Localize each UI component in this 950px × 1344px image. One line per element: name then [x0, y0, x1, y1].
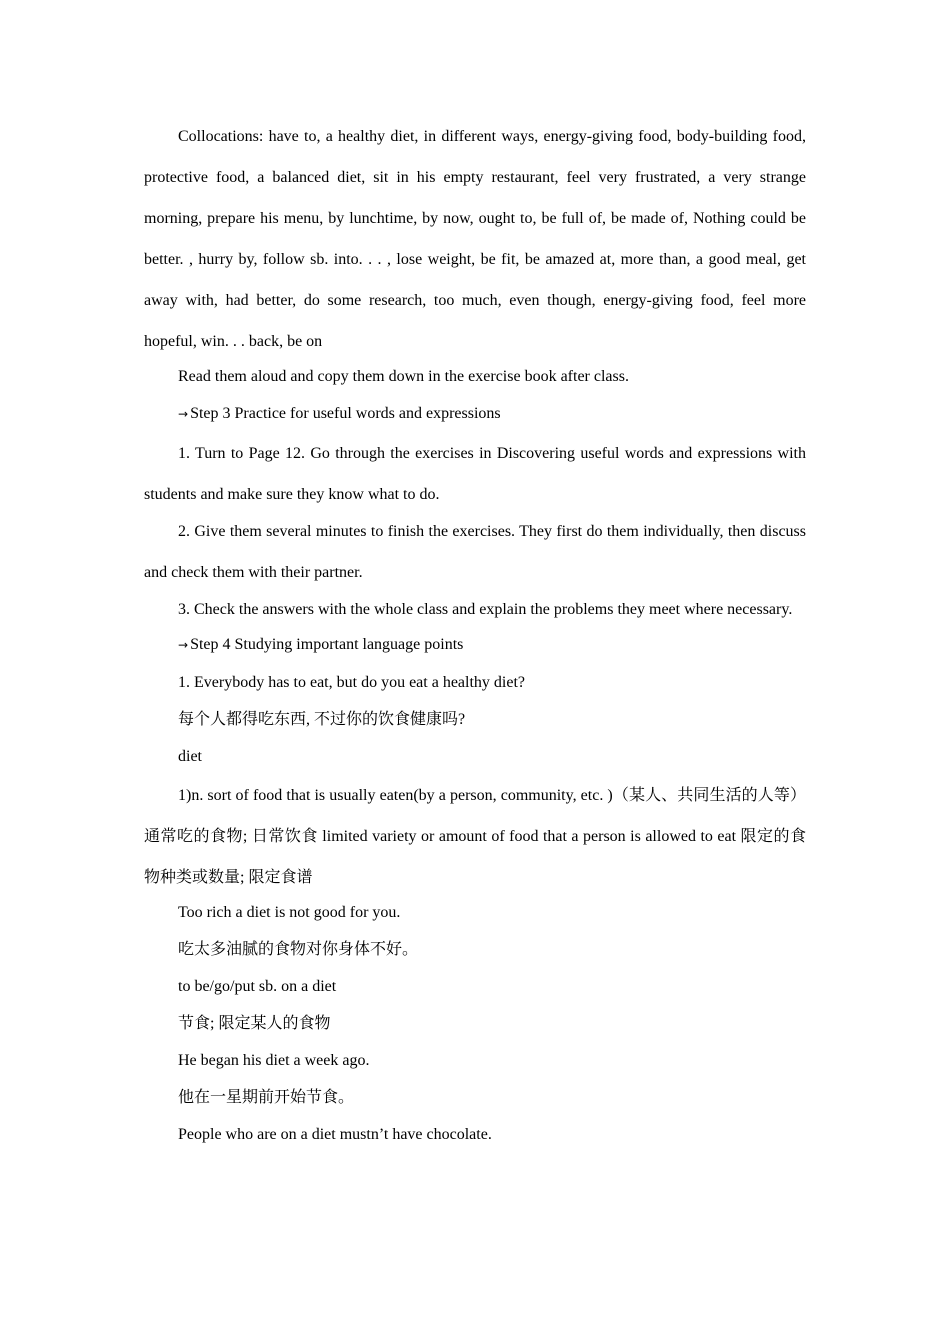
step3-item-2: 2. Give them several minutes to finish the exercises. They first do them individually, then discuss and check them with their partner.	[144, 523, 806, 581]
arrow-right-icon: →	[178, 638, 189, 652]
example-2: He began his diet a week ago.	[178, 1052, 370, 1069]
example-1-translation: 吃太多油腻的食物对你身体不好。	[178, 941, 419, 958]
arrow-right-icon: →	[178, 407, 189, 421]
step4-heading	[144, 626, 806, 664]
vocabulary-word: diet	[178, 748, 202, 765]
document-page	[144, 116, 806, 1153]
example-3: People who are on a diet mustn’t have chocolate.	[178, 1126, 492, 1143]
language-point-1: 1. Everybody has to eat, but do you eat a healthy diet?	[178, 674, 526, 691]
step3-item-1: 1. Turn to Page 12. Go through the exercises in Discovering useful words and expressions with students and make sure they know what to do.	[144, 445, 806, 503]
read-aloud-instruction: Read them aloud and copy them down in the exercise book after class.	[178, 368, 629, 385]
phrase-translation: 节食; 限定某人的食物	[178, 1015, 331, 1032]
step4-heading-text: Step 4 Studying important language points	[190, 636, 464, 653]
step3-heading-text: Step 3 Practice for useful words and expressions	[190, 405, 501, 422]
example-2-translation: 他在一星期前开始节食。	[178, 1089, 355, 1106]
definition-1: 1)n. sort of food that is usually eaten(by a person, community, etc. )（某人、共同生活的人等）通常吃的食物; 日常饮食 limited variety or amount of food that a person is allowed to eat 限定的食物种类或数量; 限定食谱	[144, 787, 806, 886]
collocations-paragraph: Collocations: have to, a healthy diet, in different ways, energy-giving food, body-building food, protective food, a balanced diet, sit in his empty restaurant, feel very frustrated, a very strange morning, prepare his menu, by lunchtime, by now, ought to, be full of, be made of, Nothing could be better. , hurry by, follow sb. into. . . , lose weight, be fit, be amazed at, more than, a good meal, get away with, had better, do some research, too much, even though, energy-giving food, feel more hopeful, win. . . back, be on	[144, 128, 806, 350]
language-point-1-translation: 每个人都得吃东西, 不过你的饮食健康吗?	[178, 711, 466, 728]
example-1: Too rich a diet is not good for you.	[178, 904, 401, 921]
step3-item-3: 3. Check the answers with the whole class and explain the problems they meet where necessary.	[178, 601, 793, 618]
step3-heading	[144, 395, 806, 433]
phrase: to be/go/put sb. on a diet	[178, 978, 337, 995]
